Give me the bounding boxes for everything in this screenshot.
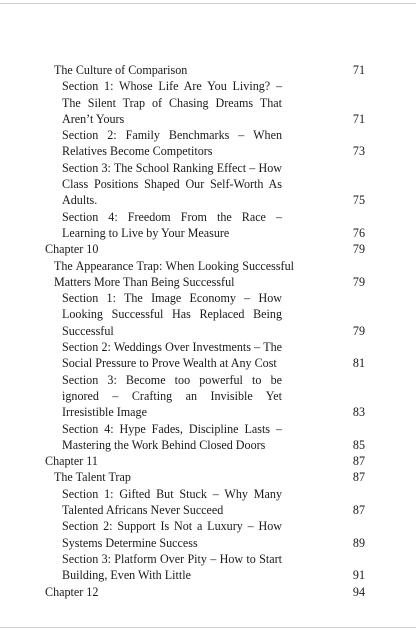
toc-entry-page: 89: [352, 535, 365, 550]
toc-entry-title: Section 1: Gifted But Stuck – Why Many Talented Africans Never Succeed: [62, 486, 282, 518]
toc-entry-page: 79: [352, 274, 365, 289]
toc-entry-page: 87: [352, 454, 365, 469]
toc-entry[interactable]: [0, 62, 416, 78]
toc-entry[interactable]: [0, 209, 416, 242]
toc-entry[interactable]: [0, 339, 416, 372]
toc-entry-page: 83: [352, 405, 365, 420]
toc-entry-title: Section 3: Become too powerful to be ignored – Crafting an Invisible Yet Irresistible Image: [62, 372, 282, 420]
toc-entry-page: 76: [352, 225, 365, 240]
toc-entry[interactable]: [0, 372, 416, 421]
toc-entry-page: 71: [352, 63, 365, 77]
toc-entry-chapter[interactable]: [0, 453, 416, 469]
toc-entry-title: Section 1: The Image Economy – How Looking Successful Has Replaced Being Successful: [62, 291, 282, 338]
bottom-border: [0, 627, 416, 628]
top-border: [0, 3, 416, 4]
table-of-contents: [0, 62, 416, 600]
toc-entry-chapter[interactable]: [0, 584, 416, 600]
toc-entry-page: 87: [352, 470, 365, 485]
toc-entry-title: The Culture of Comparison: [54, 63, 188, 77]
toc-entry-title: Section 2: Family Benchmarks – When Relatives Become Competitors: [62, 128, 282, 159]
toc-entry-title: Section 3: The School Ranking Effect – How Class Positions Shaped Our Self-Worth As Adults.: [62, 160, 282, 208]
toc-entry-title: Chapter 11: [45, 454, 98, 469]
toc-entry[interactable]: [0, 469, 416, 485]
toc-entry[interactable]: [0, 160, 416, 209]
toc-entry-title: Section 4: Freedom From the Race – Learning to Live by Your Measure: [62, 209, 282, 240]
toc-entry-title: Section 2: Support Is Not a Luxury – How Systems Determine Success: [62, 519, 282, 550]
toc-entry-title: Section 4: Hype Fades, Discipline Lasts – Mastering the Work Behind Closed Doors: [62, 421, 282, 452]
toc-entry-title: Section 3: Platform Over Pity – How to Start Building, Even With Little: [62, 551, 282, 583]
toc-entry-title: The Talent Trap: [54, 470, 131, 485]
toc-entry[interactable]: [0, 421, 416, 454]
toc-entry[interactable]: [0, 290, 416, 339]
toc-entry[interactable]: [0, 518, 416, 551]
toc-entry-title: Chapter 12: [45, 584, 99, 599]
toc-entry-page: 75: [352, 193, 365, 208]
toc-entry-page: 87: [352, 503, 365, 518]
toc-entry-page: 79: [352, 242, 365, 257]
toc-entry-title: Section 2: Weddings Over Investments – The Social Pressure to Prove Wealth at Any Cost: [62, 340, 282, 371]
toc-entry[interactable]: [0, 258, 416, 291]
toc-entry-page: 85: [352, 437, 365, 452]
toc-entry-page: 81: [352, 356, 365, 371]
toc-entry-page: 73: [352, 144, 365, 159]
toc-entry-title: The Appearance Trap: When Looking Successful Matters More Than Being Successful: [54, 258, 294, 289]
toc-entry[interactable]: [0, 127, 416, 160]
toc-entry-chapter[interactable]: [0, 241, 416, 257]
toc-entry-title: Section 1: Whose Life Are You Living? – The Silent Trap of Chasing Dreams That Aren’t Yours: [62, 79, 282, 126]
toc-entry[interactable]: [0, 78, 416, 127]
toc-entry-page: 91: [352, 568, 365, 583]
toc-entry[interactable]: [0, 551, 416, 584]
toc-entry-title: Chapter 10: [45, 242, 99, 257]
toc-entry-page: 94: [352, 584, 365, 599]
toc-entry[interactable]: [0, 486, 416, 519]
toc-entry-page: 71: [352, 111, 365, 126]
toc-entry-page: 79: [352, 323, 365, 338]
